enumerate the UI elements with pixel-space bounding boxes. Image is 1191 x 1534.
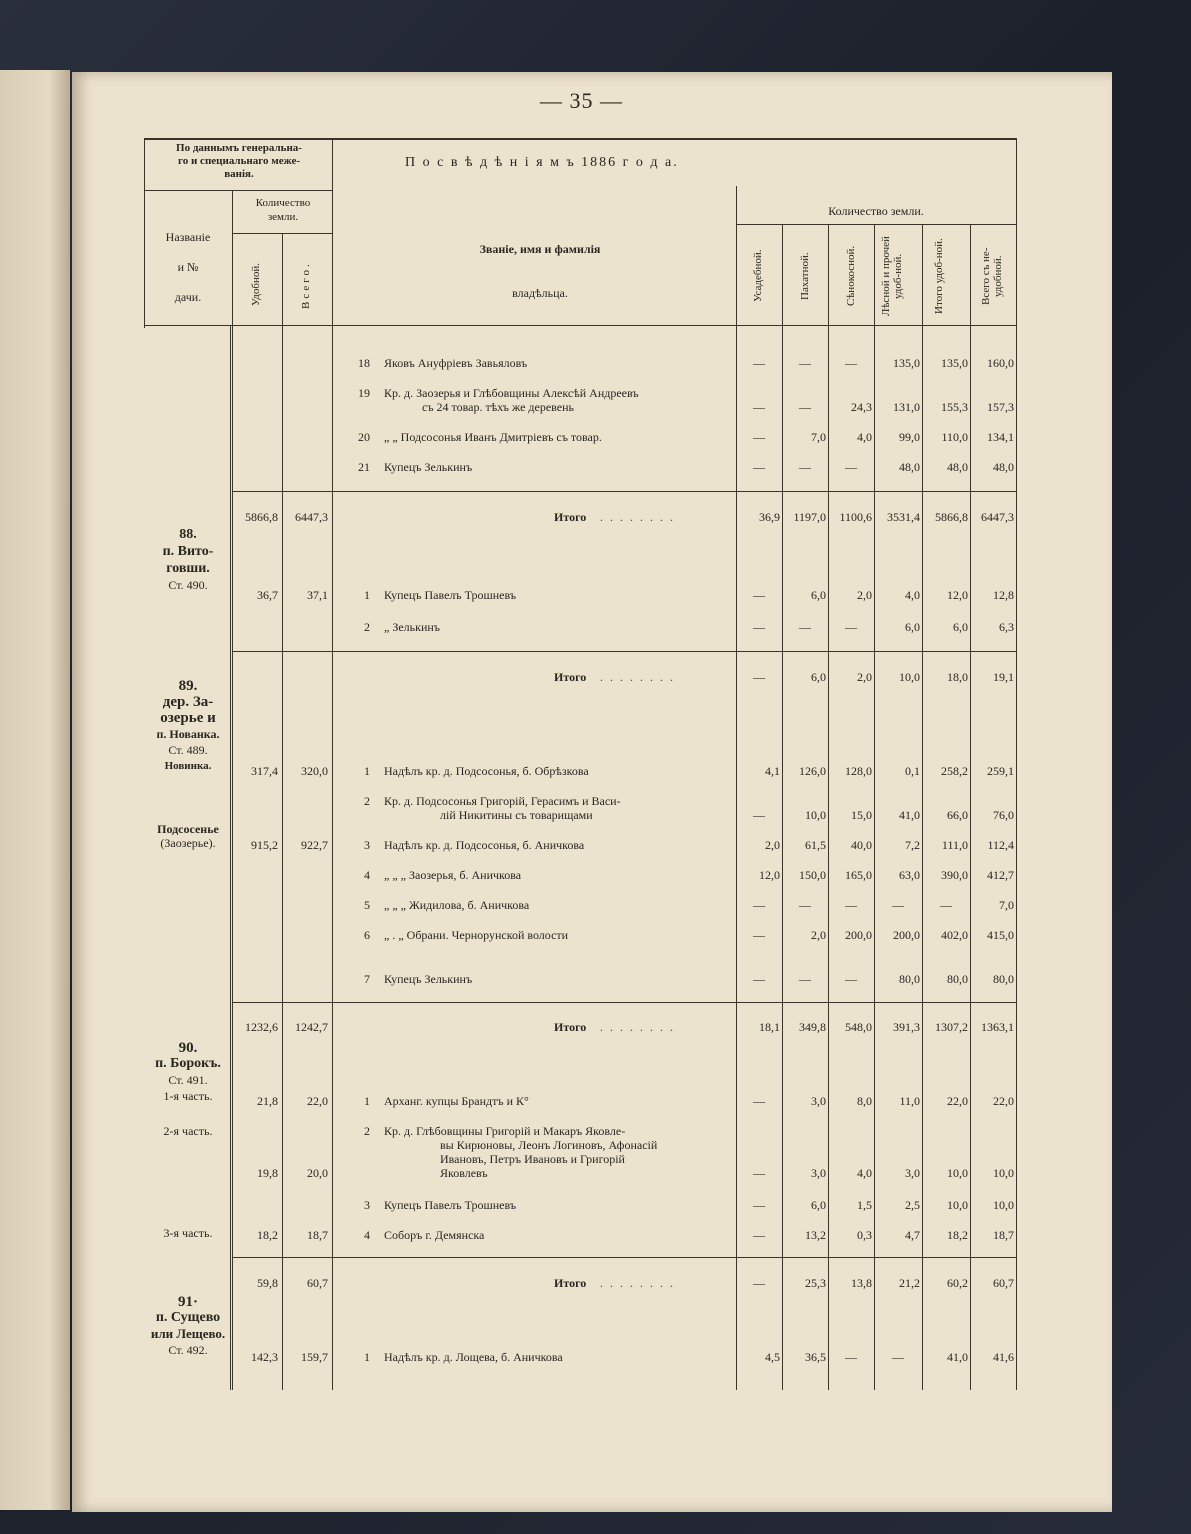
value-cell: — xyxy=(845,356,857,370)
value-cell: 259,1 xyxy=(987,764,1014,778)
value-cell: 155,3 xyxy=(941,400,968,414)
value-cell: 12,0 xyxy=(947,588,968,602)
dacha-vsego-value: 320,0 xyxy=(301,764,328,778)
dacha-vsego-value: 60,7 xyxy=(307,1276,328,1290)
value-cell: 41,0 xyxy=(899,808,920,822)
value-cell: 36,5 xyxy=(805,1350,826,1364)
row-number: 19 xyxy=(358,386,370,400)
value-cell: 548,0 xyxy=(845,1020,872,1034)
value-cell: 12,8 xyxy=(993,588,1014,602)
value-cell: 48,0 xyxy=(947,460,968,474)
dacha-vsego-value: 6447,3 xyxy=(295,510,328,524)
value-cell: — xyxy=(799,356,811,370)
value-cell: — xyxy=(799,898,811,912)
value-cell: 3531,4 xyxy=(887,510,920,524)
page-number: — 35 — xyxy=(540,88,623,113)
value-cell: 63,0 xyxy=(899,868,920,882)
value-cell: 7,0 xyxy=(999,898,1014,912)
dacha-udobnoy-value: 21,8 xyxy=(257,1094,278,1108)
vrule xyxy=(232,190,233,1390)
value-cell: — xyxy=(753,460,765,474)
value-cell: 10,0 xyxy=(899,670,920,684)
value-cell: 1307,2 xyxy=(935,1020,968,1034)
value-cell: 80,0 xyxy=(899,972,920,986)
value-cell: 135,0 xyxy=(893,356,920,370)
value-cell: — xyxy=(753,1276,765,1290)
value-cell: 40,0 xyxy=(851,838,872,852)
value-cell: — xyxy=(845,972,857,986)
dacha-vsego-value: 1242,7 xyxy=(295,1020,328,1034)
value-cell: 22,0 xyxy=(947,1094,968,1108)
row-number: 1 xyxy=(364,1350,370,1364)
value-cell: 48,0 xyxy=(899,460,920,474)
left-page-edge xyxy=(0,70,70,1510)
header-rule-left xyxy=(144,190,332,191)
owner-name: „ „ „ Заозерья, б. Аничкова xyxy=(384,868,522,882)
value-cell: 131,0 xyxy=(893,400,920,414)
header-vsego: Всего. xyxy=(300,261,312,309)
value-cell: 13,8 xyxy=(851,1276,872,1290)
value-cell: 19,1 xyxy=(993,670,1014,684)
header-col-pakhatnoy: Пахатной. xyxy=(799,252,811,300)
dacha-vsego-value: 22,0 xyxy=(307,1094,328,1108)
value-cell: 4,0 xyxy=(857,1166,872,1180)
owner-name: Купецъ Зелькинъ xyxy=(384,460,473,474)
value-cell: — xyxy=(753,620,765,634)
owner-name: Кр. д. Заозерья и Глѣбовщины Алексѣй Андреевъ xyxy=(384,386,639,400)
value-cell: — xyxy=(753,400,765,414)
value-cell: — xyxy=(753,1094,765,1108)
value-cell: 12,0 xyxy=(759,868,780,882)
leader-dots: . . . . . . . . xyxy=(600,670,675,684)
value-cell: 110,0 xyxy=(941,430,968,444)
owner-name: Соборъ г. Демянска xyxy=(384,1228,485,1242)
value-cell: — xyxy=(753,1166,765,1180)
value-cell: — xyxy=(845,460,857,474)
vrule-left-border xyxy=(230,325,231,1390)
owner-name: Кр. д. Подсосонья Григорій, Герасимъ и Васи- xyxy=(384,794,621,808)
value-cell: 6,0 xyxy=(811,588,826,602)
value-cell: — xyxy=(799,972,811,986)
dacha-udobnoy-value: 36,7 xyxy=(257,588,278,602)
value-cell: 165,0 xyxy=(845,868,872,882)
sum-rule xyxy=(232,491,332,492)
value-cell: 135,0 xyxy=(941,356,968,370)
value-cell: 4,1 xyxy=(765,764,780,778)
value-cell: 3,0 xyxy=(811,1094,826,1108)
value-cell: 24,3 xyxy=(851,400,872,414)
owner-name: Купецъ Зелькинъ xyxy=(384,972,473,986)
owner-name: „ Зелькинъ xyxy=(384,620,441,634)
value-cell: 22,0 xyxy=(993,1094,1014,1108)
sum-rule xyxy=(232,1002,1016,1003)
row-number: 20 xyxy=(358,430,370,444)
leader-dots: . . . . . . . . xyxy=(600,1020,675,1034)
leader-dots: . . . . . . . . xyxy=(600,1276,675,1290)
value-cell: 21,2 xyxy=(899,1276,920,1290)
value-cell: 6,0 xyxy=(905,620,920,634)
dacha-90-part3: 3-я часть. xyxy=(163,1226,213,1240)
value-cell: 200,0 xyxy=(845,928,872,942)
value-cell: 80,0 xyxy=(947,972,968,986)
vrule xyxy=(736,186,737,1390)
row-number: 1 xyxy=(364,764,370,778)
sum-rule xyxy=(232,651,1016,652)
row-number: 21 xyxy=(358,460,370,474)
total-label: Итого xyxy=(554,1276,587,1290)
value-cell: 1363,1 xyxy=(981,1020,1014,1034)
value-cell: 36,9 xyxy=(759,510,780,524)
dacha-90-part2: 2-я часть. xyxy=(163,1124,213,1138)
owner-name-continued: Ивановъ, Петръ Ивановъ и Григорій xyxy=(440,1152,625,1166)
owner-name: Купецъ Павелъ Трошневъ xyxy=(384,588,517,602)
value-cell: — xyxy=(845,1350,857,1364)
value-cell: 10,0 xyxy=(993,1166,1014,1180)
row-number: 3 xyxy=(364,1198,370,1212)
value-cell: 4,7 xyxy=(905,1228,920,1242)
owner-name: Кр. д. Глѣбовщины Григорій и Макаръ Яковле- xyxy=(384,1124,626,1138)
dacha-vsego-value: 20,0 xyxy=(307,1166,328,1180)
value-cell: 412,7 xyxy=(987,868,1014,882)
sum-rule xyxy=(332,491,1016,492)
header-qty-right: Количество земли. xyxy=(828,204,924,218)
value-cell: 13,2 xyxy=(805,1228,826,1242)
value-cell: 4,0 xyxy=(905,588,920,602)
row-number: 2 xyxy=(364,1124,370,1138)
value-cell: 6,0 xyxy=(953,620,968,634)
header-rule-right xyxy=(736,224,1016,225)
header-col-lesnoy: Лѣсной и прочей удоб-ной. xyxy=(880,236,904,316)
owner-name: Надѣлъ кр. д. Лощева, б. Аничкова xyxy=(384,1350,563,1364)
dacha-udobnoy-value: 317,4 xyxy=(251,764,278,778)
vrule xyxy=(144,138,145,328)
value-cell: 61,5 xyxy=(805,838,826,852)
row-number: 6 xyxy=(364,928,370,942)
dacha-vsego-value: 18,7 xyxy=(307,1228,328,1242)
table-top-rule xyxy=(144,138,1016,140)
dacha-udobnoy-value: 142,3 xyxy=(251,1350,278,1364)
value-cell: — xyxy=(892,1350,904,1364)
vrule xyxy=(874,224,875,1390)
value-cell: 128,0 xyxy=(845,764,872,778)
value-cell: 150,0 xyxy=(799,868,826,882)
header-name-col: Названіе и № дачи. xyxy=(165,230,211,304)
value-cell: — xyxy=(845,620,857,634)
dacha-podsosenye: Подсосенье (Заозерье). xyxy=(157,822,219,850)
dacha-vsego-value: 37,1 xyxy=(307,588,328,602)
value-cell: 60,7 xyxy=(993,1276,1014,1290)
vrule xyxy=(922,224,923,1390)
value-cell: 112,4 xyxy=(987,838,1014,852)
row-number: 5 xyxy=(364,898,370,912)
owner-name: Надѣлъ кр. д. Подсосонья, б. Обрѣзкова xyxy=(384,764,589,778)
value-cell: 6447,3 xyxy=(981,510,1014,524)
header-right-top: П о с в ѣ д ѣ н і я м ъ 1886 г о д а. xyxy=(405,155,679,170)
value-cell: 111,0 xyxy=(941,838,968,852)
vrule xyxy=(970,224,971,1390)
value-cell: 1100,6 xyxy=(839,510,872,524)
value-cell: 415,0 xyxy=(987,928,1014,942)
value-cell: 6,0 xyxy=(811,1198,826,1212)
row-number: 1 xyxy=(364,588,370,602)
owner-name: Купецъ Павелъ Трошневъ xyxy=(384,1198,517,1212)
header-left-top: По даннымъ генеральна- го и специальнаго меже- ванія. xyxy=(176,142,302,180)
total-label: Итого xyxy=(554,510,587,524)
dacha-udobnoy-value: 1232,6 xyxy=(245,1020,278,1034)
total-label: Итого xyxy=(554,1020,587,1034)
value-cell: 4,0 xyxy=(857,430,872,444)
value-cell: 18,7 xyxy=(993,1228,1014,1242)
row-number: 2 xyxy=(364,794,370,808)
dacha-udobnoy-value: 915,2 xyxy=(251,838,278,852)
owner-name: „ „ „ Жидилова, б. Аничкова xyxy=(384,898,530,912)
dacha-udobnoy-value: 18,2 xyxy=(257,1228,278,1242)
value-cell: — xyxy=(753,1198,765,1212)
value-cell: 2,0 xyxy=(857,670,872,684)
row-number: 18 xyxy=(358,356,370,370)
value-cell: 76,0 xyxy=(993,808,1014,822)
value-cell: 157,3 xyxy=(987,400,1014,414)
value-cell: 349,8 xyxy=(799,1020,826,1034)
value-cell: 15,0 xyxy=(851,808,872,822)
dacha-udobnoy-value: 19,8 xyxy=(257,1166,278,1180)
dacha-udobnoy-value: 59,8 xyxy=(257,1276,278,1290)
value-cell: 11,0 xyxy=(899,1094,920,1108)
value-cell: — xyxy=(940,898,952,912)
owner-name-continued: лій Никитины съ товарищами xyxy=(440,808,593,822)
value-cell: 80,0 xyxy=(993,972,1014,986)
value-cell: 200,0 xyxy=(893,928,920,942)
dacha-89: 89. дер. За- озерье и п. Нованка. Ст. 489. Новинка. xyxy=(156,678,220,772)
value-cell: 126,0 xyxy=(799,764,826,778)
value-cell: 48,0 xyxy=(993,460,1014,474)
value-cell: — xyxy=(753,430,765,444)
row-number: 1 xyxy=(364,1094,370,1108)
owner-name-continued: вы Кирюновы, Леонъ Логиновъ, Афонасій xyxy=(440,1138,658,1152)
value-cell: — xyxy=(799,620,811,634)
value-cell: 25,3 xyxy=(805,1276,826,1290)
value-cell: 7,2 xyxy=(905,838,920,852)
value-cell: 160,0 xyxy=(987,356,1014,370)
value-cell: 10,0 xyxy=(805,808,826,822)
owner-name: Яковъ Ануфріевъ Завьяловъ xyxy=(384,356,528,370)
value-cell: 4,5 xyxy=(765,1350,780,1364)
row-number: 4 xyxy=(364,1228,370,1242)
value-cell: 390,0 xyxy=(941,868,968,882)
value-cell: 10,0 xyxy=(993,1198,1014,1212)
vrule xyxy=(282,233,283,1390)
header-qty: Количество земли. xyxy=(255,197,311,223)
value-cell: 2,0 xyxy=(811,928,826,942)
vrule xyxy=(782,224,783,1390)
value-cell: 258,2 xyxy=(941,764,968,778)
vrule xyxy=(828,224,829,1390)
value-cell: 10,0 xyxy=(947,1198,968,1212)
value-cell: 1197,0 xyxy=(793,510,826,524)
header-udobnoy: Удобной. xyxy=(250,263,262,307)
row-number: 4 xyxy=(364,868,370,882)
value-cell: — xyxy=(753,356,765,370)
dacha-udobnoy-value: 5866,8 xyxy=(245,510,278,524)
value-cell: 7,0 xyxy=(811,430,826,444)
header-col-vsego-neud: Всего съ не-удобной. xyxy=(980,247,1004,305)
value-cell: 66,0 xyxy=(947,808,968,822)
owner-name-continued: съ 24 товар. тѣхъ же деревень xyxy=(422,400,574,414)
header-owner: Званіе, имя и фамилія владѣльца. xyxy=(479,242,601,300)
value-cell: 8,0 xyxy=(857,1094,872,1108)
value-cell: 10,0 xyxy=(947,1166,968,1180)
vrule xyxy=(1016,138,1017,1390)
value-cell: 391,3 xyxy=(893,1020,920,1034)
dacha-90: 90. п. Борокъ. Ст. 491. 1-я часть. xyxy=(155,1040,221,1103)
dacha-vsego-value: 159,7 xyxy=(301,1350,328,1364)
value-cell: 2,0 xyxy=(765,838,780,852)
total-label: Итого xyxy=(554,670,587,684)
sum-rule xyxy=(232,1257,1016,1258)
dacha-vsego-value: 922,7 xyxy=(301,838,328,852)
value-cell: — xyxy=(892,898,904,912)
value-cell: — xyxy=(753,972,765,986)
value-cell: — xyxy=(845,898,857,912)
value-cell: — xyxy=(753,928,765,942)
value-cell: — xyxy=(753,808,765,822)
value-cell: 3,0 xyxy=(905,1166,920,1180)
owner-name: „ . „ Обрани. Чернорунской волости xyxy=(384,928,569,942)
value-cell: — xyxy=(799,400,811,414)
row-number: 2 xyxy=(364,620,370,634)
header-col-usadebnoy: Усадебной. xyxy=(752,249,764,303)
value-cell: 1,5 xyxy=(857,1198,872,1212)
header-bottom-rule xyxy=(144,325,1016,326)
dacha-88: 88. п. Вито- говши. Ст. 490. xyxy=(162,527,214,592)
row-number: 7 xyxy=(364,972,370,986)
value-cell: — xyxy=(753,898,765,912)
row-number: 3 xyxy=(364,838,370,852)
value-cell: 18,0 xyxy=(947,670,968,684)
owner-name: Арханг. купцы Брандтъ и К° xyxy=(384,1094,529,1108)
value-cell: 402,0 xyxy=(941,928,968,942)
value-cell: 99,0 xyxy=(899,430,920,444)
value-cell: 41,6 xyxy=(993,1350,1014,1364)
header-col-itogo: Итого удоб-ной. xyxy=(933,238,945,314)
value-cell: 6,0 xyxy=(811,670,826,684)
owner-name: Надѣлъ кр. д. Подсосонья, б. Аничкова xyxy=(384,838,585,852)
owner-name: „ „ Подсосонья Иванъ Дмитріевъ съ товар. xyxy=(384,430,602,444)
dacha-91: 91· п. Сущево или Лещево. Ст. 492. xyxy=(150,1294,226,1357)
value-cell: 60,2 xyxy=(947,1276,968,1290)
value-cell: 2,0 xyxy=(857,588,872,602)
value-cell: — xyxy=(753,588,765,602)
leader-dots: . . . . . . . . xyxy=(600,510,675,524)
value-cell: — xyxy=(753,670,765,684)
header-col-senokosnoy: Сѣнокосной. xyxy=(845,245,857,307)
value-cell: — xyxy=(753,1228,765,1242)
value-cell: 6,3 xyxy=(999,620,1014,634)
value-cell: 41,0 xyxy=(947,1350,968,1364)
value-cell: 3,0 xyxy=(811,1166,826,1180)
value-cell: 18,2 xyxy=(947,1228,968,1242)
value-cell: 134,1 xyxy=(987,430,1014,444)
value-cell: 0,3 xyxy=(857,1228,872,1242)
owner-name-continued: Яковлевъ xyxy=(440,1166,488,1180)
value-cell: — xyxy=(799,460,811,474)
value-cell: 2,5 xyxy=(905,1198,920,1212)
value-cell: 0,1 xyxy=(905,764,920,778)
value-cell: 5866,8 xyxy=(935,510,968,524)
vrule xyxy=(332,138,333,1390)
value-cell: 18,1 xyxy=(759,1020,780,1034)
